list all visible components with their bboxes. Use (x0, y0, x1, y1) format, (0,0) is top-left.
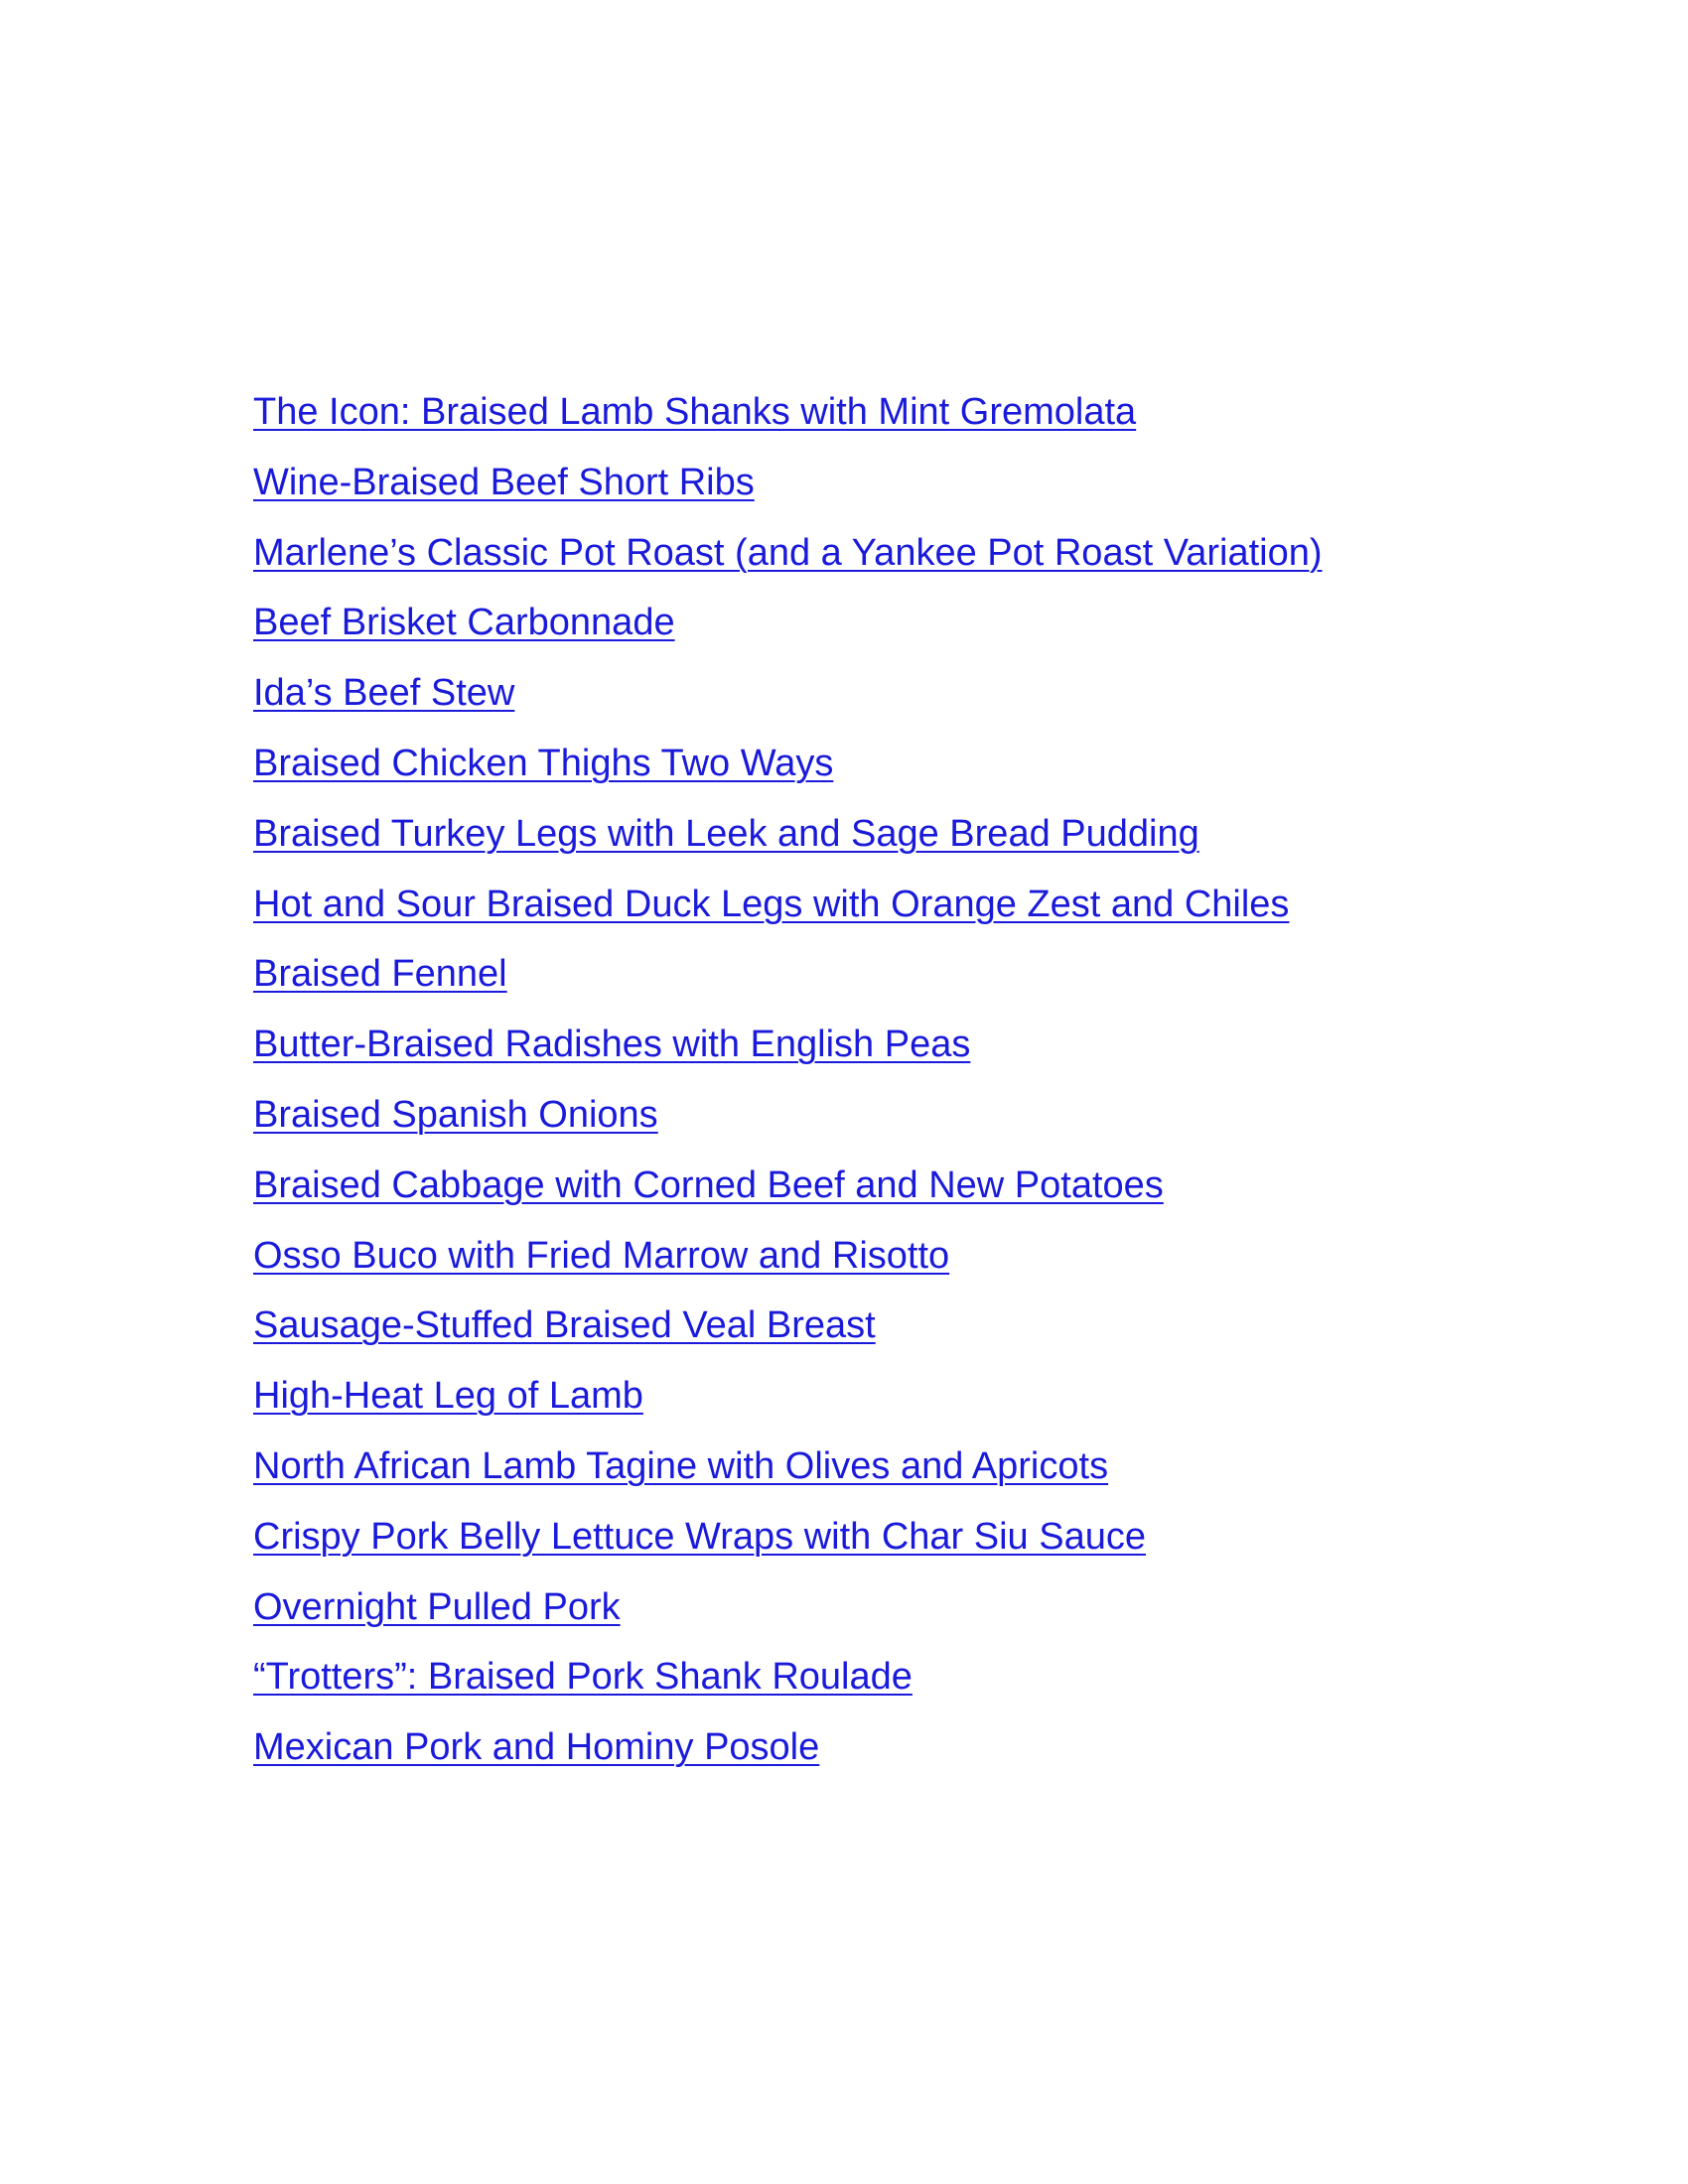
recipe-link-trotters[interactable]: “Trotters”: Braised Pork Shank Roulade (253, 1656, 913, 1699)
list-item (253, 1577, 1323, 1648)
list-item (253, 1717, 1323, 1788)
list-item (253, 1296, 1323, 1366)
list-item (253, 1366, 1323, 1436)
recipe-link-turkey-legs[interactable]: Braised Turkey Legs with Leek and Sage Bread Pudding (253, 812, 1199, 855)
recipe-link-beef-stew[interactable]: Ida’s Beef Stew (253, 672, 515, 715)
recipe-link-posole[interactable]: Mexican Pork and Hominy Posole (253, 1726, 820, 1769)
recipe-link-list (253, 382, 1323, 1788)
list-item (253, 944, 1323, 1015)
recipe-link-brisket-carbonnade[interactable]: Beef Brisket Carbonnade (253, 602, 675, 644)
list-item (253, 734, 1323, 804)
recipe-link-pot-roast[interactable]: Marlene’s Classic Pot Roast (and a Yankee Pot Roast Variation) (253, 531, 1323, 574)
list-item (253, 1015, 1323, 1085)
recipe-link-pork-belly[interactable]: Crispy Pork Belly Lettuce Wraps with Char Siu Sauce (253, 1515, 1146, 1558)
list-item (253, 1156, 1323, 1226)
recipe-link-braised-fennel[interactable]: Braised Fennel (253, 953, 507, 996)
list-item (253, 593, 1323, 663)
recipe-link-osso-buco[interactable]: Osso Buco with Fried Marrow and Risotto (253, 1234, 950, 1277)
list-item (253, 1507, 1323, 1577)
list-item (253, 1085, 1323, 1156)
list-item (253, 1436, 1323, 1507)
recipe-link-veal-breast[interactable]: Sausage-Stuffed Braised Veal Breast (253, 1304, 876, 1347)
recipe-link-pulled-pork[interactable]: Overnight Pulled Pork (253, 1585, 621, 1628)
recipe-link-chicken-thighs[interactable]: Braised Chicken Thighs Two Ways (253, 742, 834, 784)
recipe-link-spanish-onions[interactable]: Braised Spanish Onions (253, 1093, 658, 1136)
list-item (253, 804, 1323, 875)
list-item (253, 663, 1323, 734)
recipe-link-cabbage[interactable]: Braised Cabbage with Corned Beef and New Potatoes (253, 1163, 1164, 1206)
list-item (253, 1226, 1323, 1297)
list-item (253, 523, 1323, 594)
list-item (253, 453, 1323, 523)
recipe-link-lamb-tagine[interactable]: North African Lamb Tagine with Olives and Apricots (253, 1444, 1109, 1487)
list-item (253, 1647, 1323, 1717)
recipe-link-short-ribs[interactable]: Wine-Braised Beef Short Ribs (253, 461, 755, 503)
recipe-link-radishes[interactable]: Butter-Braised Radishes with English Peas (253, 1024, 971, 1066)
list-item (253, 875, 1323, 945)
list-item (253, 382, 1323, 453)
recipe-link-lamb-shanks[interactable]: The Icon: Braised Lamb Shanks with Mint Gremolata (253, 391, 1137, 433)
recipe-link-leg-of-lamb[interactable]: High-Heat Leg of Lamb (253, 1375, 643, 1418)
recipe-link-duck-legs[interactable]: Hot and Sour Braised Duck Legs with Orange Zest and Chiles (253, 883, 1290, 925)
